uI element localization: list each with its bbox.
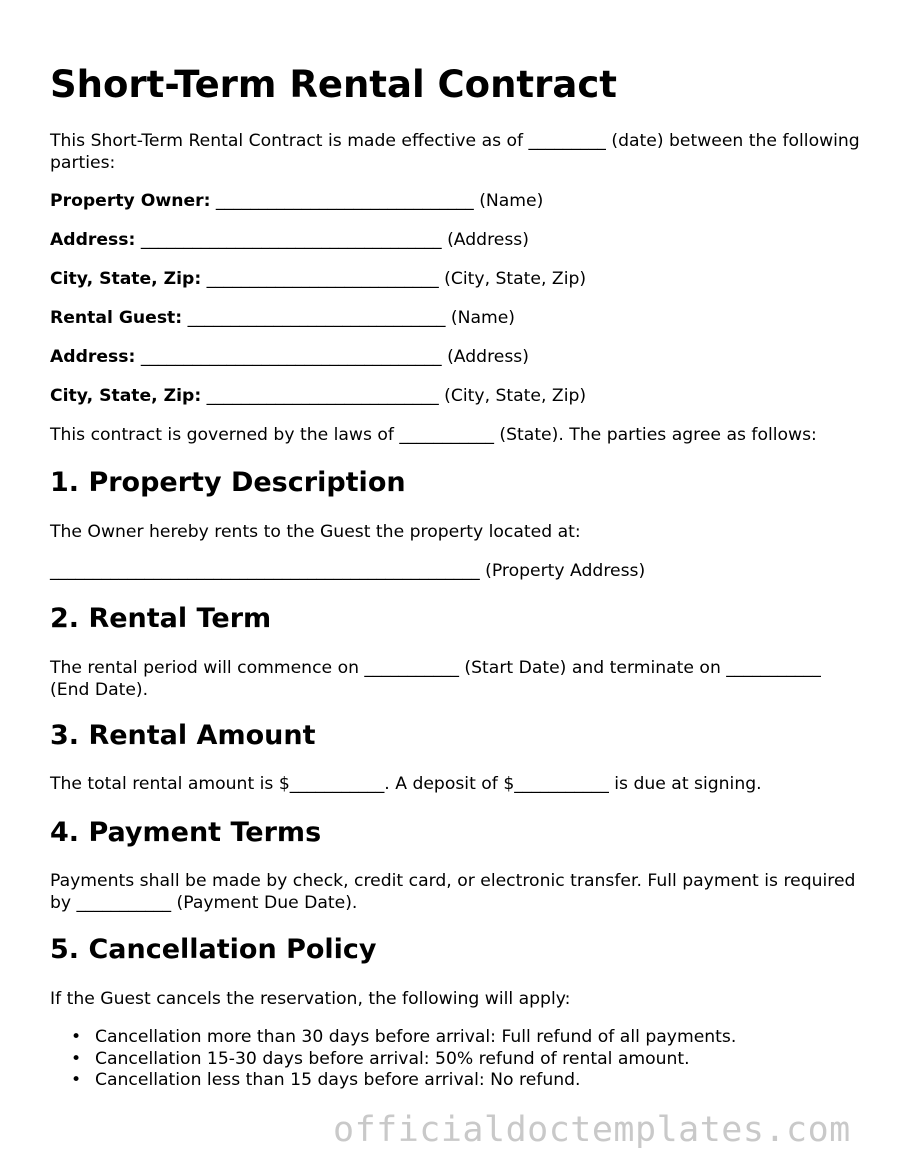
party-owner-name-line xyxy=(50,191,865,213)
party-owner-city-line xyxy=(50,269,865,291)
party-blank: ___________________________ (City, State, Zip) xyxy=(201,269,587,289)
section-heading-cancellation-policy: 5. Cancellation Policy xyxy=(50,934,377,965)
section-paragraph: The rental period will commence on ___________ (Start Date) and terminate on ___________ (End Date). xyxy=(50,658,821,700)
party-guest-city-line xyxy=(50,386,865,408)
list-item: • Cancellation 15-30 days before arrival: 50% refund of rental amount. xyxy=(95,1049,736,1071)
list-item: • Cancellation more than 30 days before arrival: Full refund of all payments. xyxy=(95,1027,736,1049)
section-paragraph: The total rental amount is $___________. A deposit of $___________ is due at signing. xyxy=(50,774,762,794)
section-paragraph: Payments shall be made by check, credit card, or electronic transfer. Full payment is required by ___________ (Payment Due Date). xyxy=(50,871,856,913)
governing-law-paragraph: This contract is governed by the laws of ___________ (State). The parties agree as follows: xyxy=(50,425,817,445)
intro-paragraph: This Short-Term Rental Contract is made effective as of _________ (date) between the following parties: xyxy=(50,131,860,173)
section-paragraph: The Owner hereby rents to the Guest the property located at: xyxy=(50,522,581,542)
cancellation-bullet-list xyxy=(50,1027,736,1092)
section-heading-rental-term: 2. Rental Term xyxy=(50,603,272,634)
section-heading-property-description: 1. Property Description xyxy=(50,467,406,498)
party-label: City, State, Zip: xyxy=(50,269,202,289)
party-label: City, State, Zip: xyxy=(50,386,202,406)
party-guest-name-line xyxy=(50,308,865,330)
party-blank: ______________________________ (Name) xyxy=(182,308,515,328)
document-title: Short-Term Rental Contract xyxy=(50,63,617,106)
watermark: officialdoctemplates.com xyxy=(333,1110,851,1150)
party-blank: ______________________________ (Name) xyxy=(210,191,544,211)
party-label: Address: xyxy=(50,347,136,367)
party-label: Property Owner: xyxy=(50,191,211,211)
list-item: • Cancellation less than 15 days before arrival: No refund. xyxy=(95,1070,736,1092)
section-heading-rental-amount: 3. Rental Amount xyxy=(50,720,316,751)
party-label: Address: xyxy=(50,230,136,250)
party-blank: ___________________________________ (Address) xyxy=(135,347,529,367)
party-blank: ___________________________ (City, State, Zip) xyxy=(201,386,587,406)
party-blank: ___________________________________ (Address) xyxy=(135,230,529,250)
section-heading-payment-terms: 4. Payment Terms xyxy=(50,817,322,848)
party-owner-address-line xyxy=(50,230,865,252)
party-label: Rental Guest: xyxy=(50,308,183,328)
section-paragraph: If the Guest cancels the reservation, the following will apply: xyxy=(50,989,571,1009)
section-paragraph: __________________________________________________ (Property Address) xyxy=(50,561,646,581)
party-guest-address-line xyxy=(50,347,865,369)
